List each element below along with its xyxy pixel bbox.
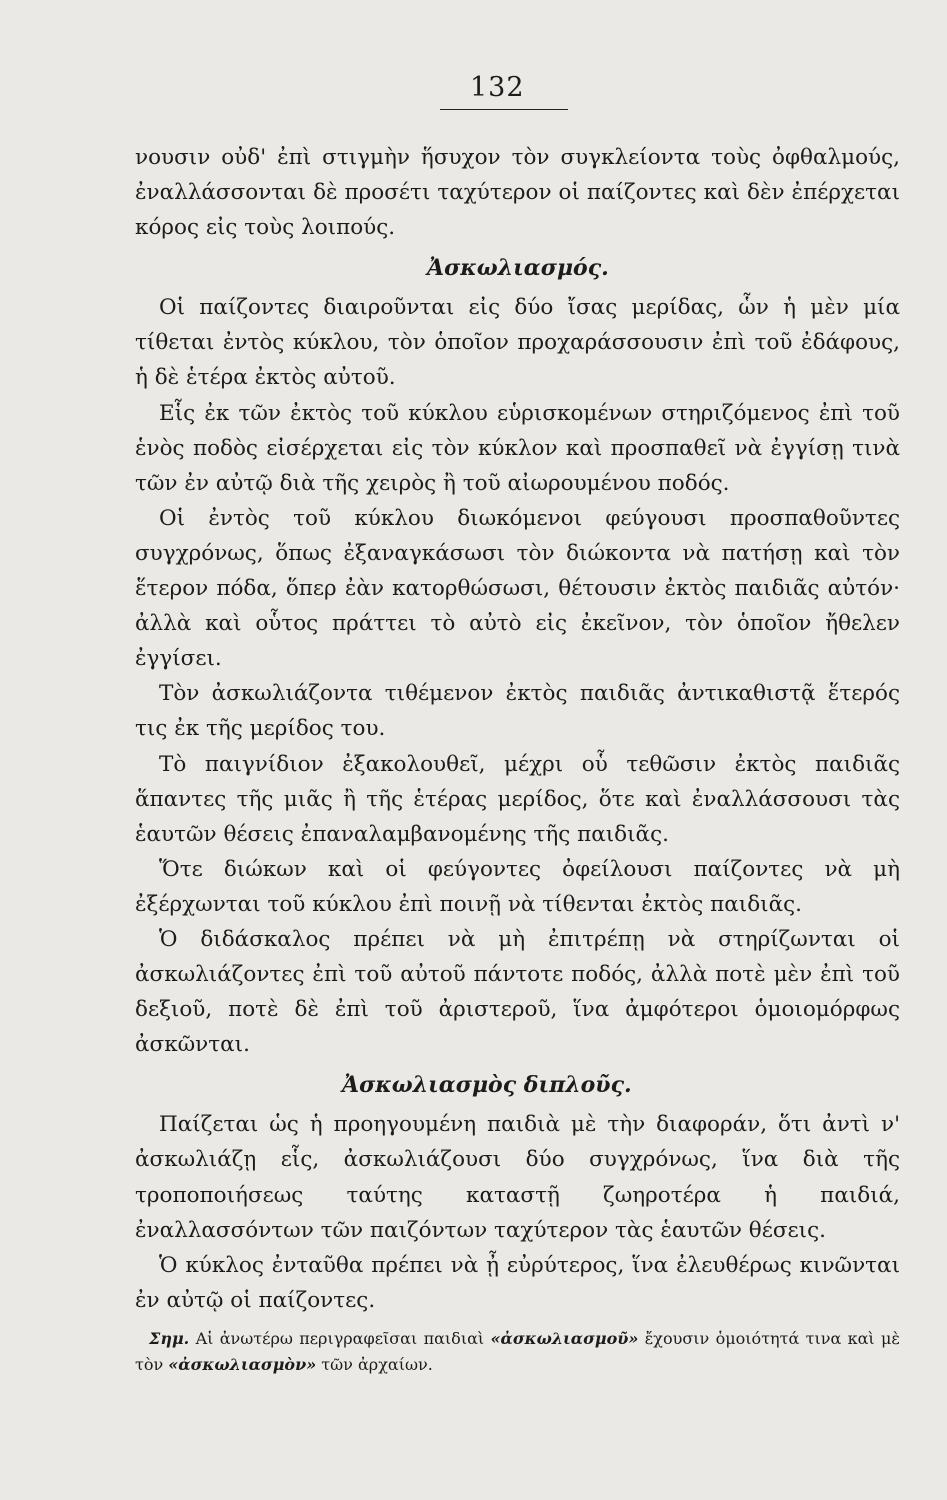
footnote-text: Αἱ ἀνωτέρω περιγραφεῖσαι παιδιαὶ bbox=[189, 1328, 491, 1348]
paragraph: Ὁ διδάσκαλος πρέπει νὰ μὴ ἐπιτρέπῃ νὰ στηρίζωνται οἱ ἀσκωλιάζοντες ἐπὶ τοῦ αὐτοῦ πάντοτε ποδός, ἀλλὰ ποτὲ μὲν ἐπὶ τοῦ δεξιοῦ, ποτὲ δὲ ἐπὶ τοῦ ἀριστεροῦ, ἵνα ἀμφότεροι ὁμοιομόρφως ἀσκῶνται. bbox=[135, 926, 900, 1058]
paragraph: Τὸν ἀσκωλιάζοντα τιθέμενον ἐκτὸς παιδιᾶς ἀντικαθιστᾷ ἕτερός τις ἐκ τῆς μερίδος του. bbox=[135, 681, 900, 742]
paragraph: Οἱ ἐντὸς τοῦ κύκλου διωκόμενοι φεύγουσι προσπαθοῦντες συγχρόνως, ὅπως ἐξαναγκάσωσι τὸν διώκοντα νὰ πατήσῃ καὶ τὸν ἕτερον πόδα, ὅπερ ἐὰν κατορθώσωσι, θέτουσιν ἐκτὸς παιδιᾶς αὐτόν· ἀλλὰ καὶ οὗτος πράττει τὸ αὐτὸ εἰς ἐκεῖνον, τὸν ὁποῖον ἤθελεν ἐγγίσει. bbox=[135, 505, 900, 672]
footnote-term: «ἀσκωλιασμὸν» bbox=[168, 1354, 317, 1374]
paragraph: Ὁ κύκλος ἐνταῦθα πρέπει νὰ ᾖ εὐρύτερος, ἵνα ἐλευθέρως κινῶνται ἐν αὐτῷ οἱ παίζοντες. bbox=[135, 1252, 900, 1313]
paragraph: νουσιν οὐδ' ἐπὶ στιγμὴν ἥσυχον τὸν συγκλείοντα τοὺς ὀφθαλμούς, ἐναλλάσσονται δὲ προσέτι ταχύτερον οἱ παίζοντες καὶ δὲν ἐπέρχεται κόρος εἰς τοὺς λοιπούς. bbox=[135, 145, 900, 241]
section-heading: Ἀσκωλιασμός. bbox=[427, 255, 609, 282]
page-text bbox=[135, 140, 900, 1378]
paragraph: Εἷς ἐκ τῶν ἐκτὸς τοῦ κύκλου εὑρισκομένων στηριζόμενος ἐπὶ τοῦ ἑνὸς ποδὸς εἰσέρχεται εἰς τὸν κύκλον καὶ προσπαθεῖ νὰ ἐγγίσῃ τινὰ τῶν ἐν αὐτῷ διὰ τῆς χειρὸς ἢ τοῦ αἰωρουμένου ποδός. bbox=[135, 400, 900, 496]
paragraph: Τὸ παιγνίδιον ἐξακολουθεῖ, μέχρι οὗ τεθῶσιν ἐκτὸς παιδιᾶς ἅπαντες τῆς μιᾶς ἢ τῆς ἑτέρας μερίδος, ὅτε καὶ ἐναλλάσσουσι τὰς ἑαυτῶν θέσεις ἐπαναλαμβανομένης τῆς παιδιᾶς. bbox=[135, 751, 900, 847]
paragraph: Οἱ παίζοντες διαιροῦνται εἰς δύο ἴσας μερίδας, ὧν ἡ μὲν μία τίθεται ἐντὸς κύκλου, τὸν ὁποῖον προχαράσσουσιν ἐπὶ τοῦ ἐδάφους, ἡ δὲ ἑτέρα ἐκτὸς αὐτοῦ. bbox=[135, 295, 900, 391]
footnote-lead: Σημ. bbox=[149, 1328, 190, 1348]
footnote bbox=[135, 1326, 900, 1378]
section-heading: Ἀσκωλιασμὸς διπλοῦς. bbox=[342, 1072, 632, 1099]
paragraph: Παίζεται ὡς ἡ προηγουμένη παιδιὰ μὲ τὴν διαφοράν, ὅτι ἀντὶ ν' ἀσκωλιάζῃ εἷς, ἀσκωλιάζουσι δύο συγχρόνως, ἵνα διὰ τῆς τροποποιήσεως ταύτης καταστῇ ζωηροτέρα ἡ παιδιά, ἐναλλασσόντων τῶν παιζόντων ταχύτερον τὰς ἑαυτῶν θέσεις. bbox=[135, 1112, 900, 1243]
page-number: 132 bbox=[470, 72, 525, 103]
footnote-text: ἔχουσιν ὁμοιότητά τινα καὶ μὲ τὸν bbox=[135, 1328, 900, 1374]
paragraph: Ὅτε διώκων καὶ οἱ φεύγοντες ὀφείλουσι παίζοντες νὰ μὴ ἐξέρχωνται τοῦ κύκλου ἐπὶ ποινῇ νὰ τίθενται ἐκτὸς παιδιᾶς. bbox=[135, 856, 900, 917]
page-number-rule bbox=[440, 109, 568, 110]
footnote-term: «ἀσκωλιασμοῦ» bbox=[490, 1328, 639, 1348]
footnote-text: τῶν ἀρχαίων. bbox=[316, 1354, 433, 1374]
